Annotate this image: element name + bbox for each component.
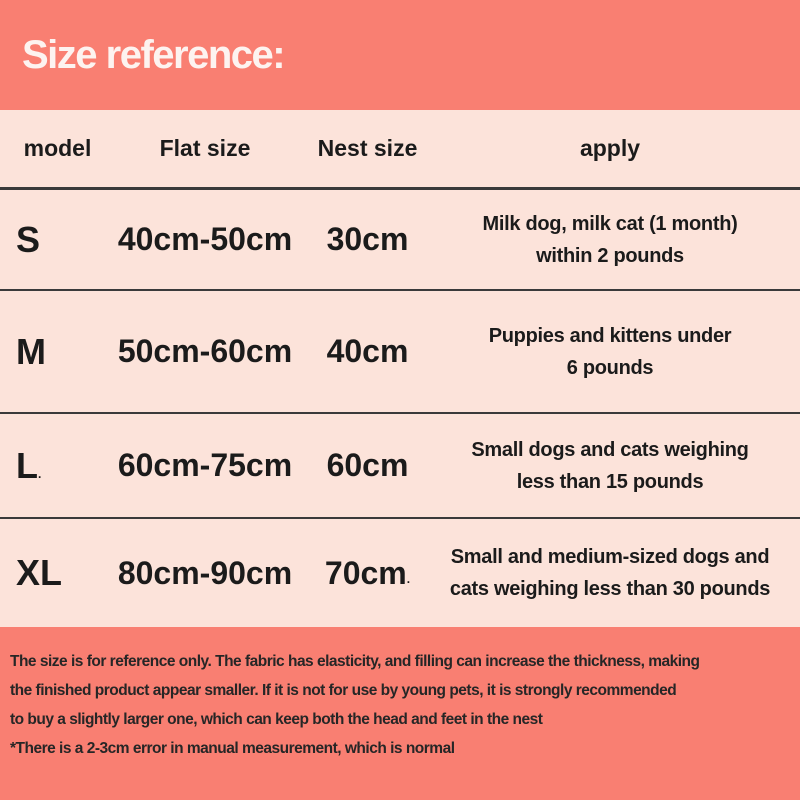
column-header-flat-size: Flat size [159,135,251,161]
nest-size-value: 40cm [326,333,409,369]
column-header-nest-size: Nest size [317,135,418,161]
apply-line: 6 pounds [566,356,654,379]
flat-size-cell: 50cm-60cm [117,333,293,369]
apply-line: Small dogs and cats weighing [471,438,749,461]
footer-line: to buy a slightly larger one, which can keep both the head and feet in the nest [10,711,543,728]
apply-line: Puppies and kittens under [488,324,732,347]
model-cell [0,219,115,261]
nest-size-cell [295,555,440,592]
apply-cell [440,208,780,272]
footer-line: The size is for reference only. The fabric has elasticity, and filling can increase the thickness, making [10,653,700,670]
apply-line: cats weighing less than 30 pounds [449,578,771,600]
column-header-apply: apply [579,135,641,161]
table-row-xl [0,519,800,627]
footer-line: the finished product appear smaller. If it is not for use by young pets, it is strongly recommended [10,682,677,699]
model-cell [0,552,115,594]
column-header-model: model [23,135,92,161]
apply-line: Small and medium-sized dogs and [450,546,770,568]
table-header-row [0,110,800,190]
footer-note [0,627,800,800]
flat-size-cell: 60cm-75cm [117,447,293,483]
table-row-s [0,190,800,291]
model-cell [0,445,115,487]
flat-size-cell: 80cm-90cm [117,554,293,591]
apply-line: within 2 pounds [536,244,684,267]
apply-cell [440,434,780,498]
table-row-l [0,414,800,519]
flat-size-cell: 40cm-50cm [117,221,293,257]
model-value: XL [16,552,63,593]
nest-size-value: 70cm [324,554,407,591]
model-cell [0,331,115,373]
apply-line: less than 15 pounds [516,470,704,493]
model-dot: . [38,466,42,481]
nest-size-cell [295,333,440,370]
model-value: M [16,330,46,372]
nest-size-value: 60cm [326,447,409,483]
nest-size-value: 30cm [326,221,409,257]
nest-size-cell [295,447,440,484]
model-value: L [16,444,38,486]
nest-size-cell [295,221,440,258]
apply-cell [440,320,780,384]
nest-size-dot: . [406,571,411,586]
table-row-m [0,291,800,414]
apply-cell [440,541,780,605]
header-banner [0,0,800,110]
page-title: Size reference: [22,32,285,77]
footer-disclaimer-line: *There is a 2-3cm error in manual measurement, which is normal [10,740,455,757]
size-table [0,110,800,627]
apply-line: Milk dog, milk cat (1 month) [482,212,738,235]
model-value: S [16,218,41,260]
